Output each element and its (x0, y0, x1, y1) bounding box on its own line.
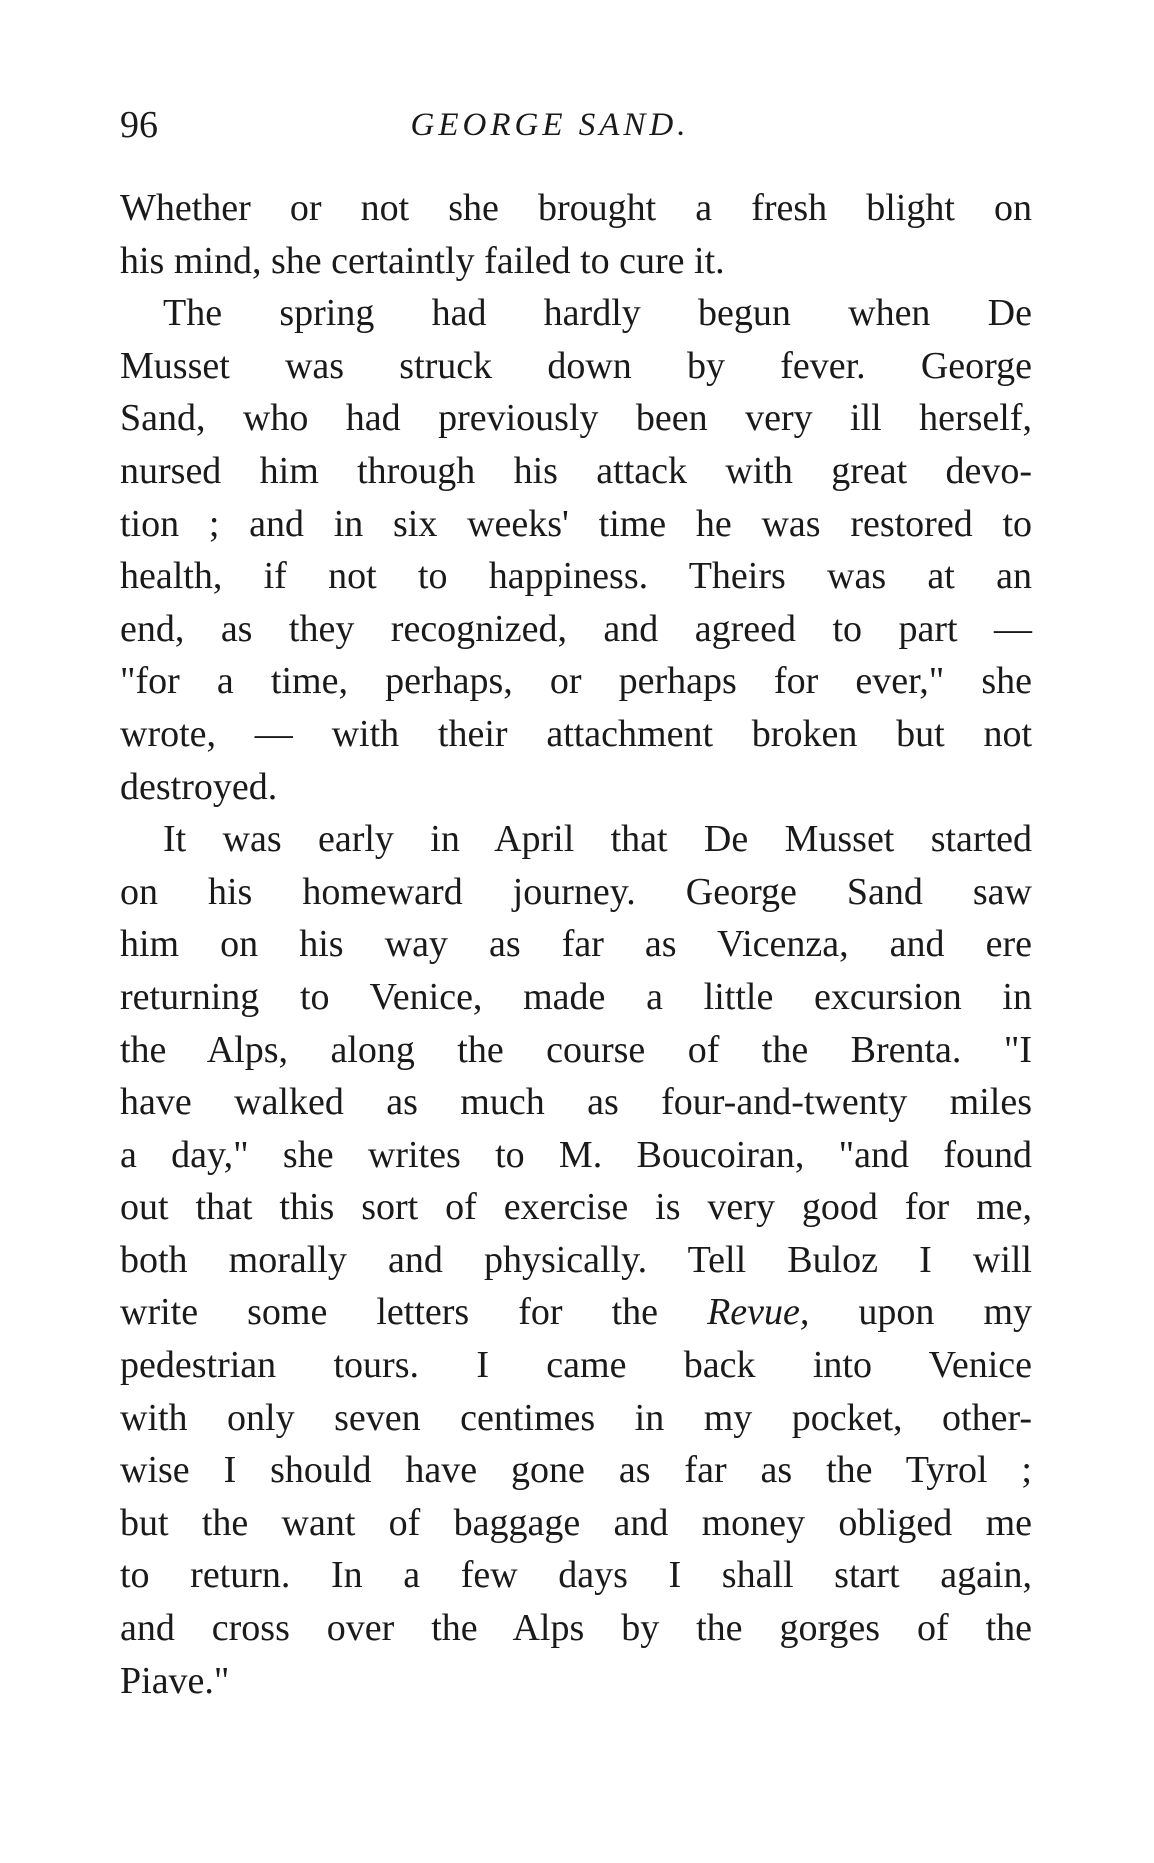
text-line: him on his way as far as Vicenza, and ere (120, 923, 1032, 966)
running-title: GEORGE SAND. (410, 107, 690, 143)
text-line: "for a time, perhaps, or perhaps for ever," she (120, 660, 1032, 703)
text-line: and cross over the Alps by the gorges of the (120, 1607, 1032, 1650)
text-line: nursed him through his attack with great devo- (120, 449, 1032, 492)
text-line: pedestrian tours. I came back into Venice (120, 1344, 1032, 1387)
page-number: 96 (120, 104, 158, 146)
text-fragment: write some letters for the (120, 1291, 659, 1334)
text-line: health, if not to happiness. Theirs was at an (120, 555, 1032, 598)
text-line: out that this sort of exercise is very good for me, (120, 1186, 1032, 1229)
text-line: to return. In a few days I shall start again, (120, 1554, 1032, 1597)
text-line: Sand, who had previously been very ill herself, (120, 397, 1032, 440)
text-line: both morally and physically. Tell Buloz I will (120, 1238, 1032, 1281)
text-line: It was early in April that De Musset started (163, 818, 1032, 861)
italic-title: Revue, (707, 1291, 810, 1334)
text-line: his mind, she certaintly failed to cure it. (120, 239, 725, 282)
text-line: tion ; and in six weeks' time he was restored to (120, 502, 1032, 545)
text-line: Whether or not she brought a fresh blight on (120, 187, 1032, 229)
text-line: wise I should have gone as far as the Tyrol ; (120, 1449, 1032, 1492)
text-line: with only seven centimes in my pocket, other- (120, 1396, 1032, 1439)
running-header (120, 100, 1032, 150)
text-line (120, 1286, 1032, 1339)
text-line: a day," she writes to M. Boucoiran, "and found (120, 1133, 1032, 1176)
text-line: Piave." (120, 1659, 230, 1702)
text-line: returning to Venice, made a little excursion in (120, 975, 1032, 1018)
text-fragment: upon my (858, 1291, 1033, 1334)
text-line: wrote, — with their attachment broken but not (120, 712, 1032, 755)
text-line: but the want of baggage and money obliged me (120, 1501, 1032, 1544)
text-line: on his homeward journey. George Sand saw (120, 870, 1032, 913)
text-line: The spring had hardly begun when De (163, 292, 1032, 335)
text-line: destroyed. (120, 765, 278, 808)
text-line: have walked as much as four-and-twenty miles (120, 1081, 1032, 1124)
body-text (120, 182, 1032, 1707)
text-line: the Alps, along the course of the Brenta. "I (120, 1028, 1032, 1071)
text-line: end, as they recognized, and agreed to part — (120, 607, 1032, 650)
text-line: Musset was struck down by fever. George (120, 344, 1032, 387)
